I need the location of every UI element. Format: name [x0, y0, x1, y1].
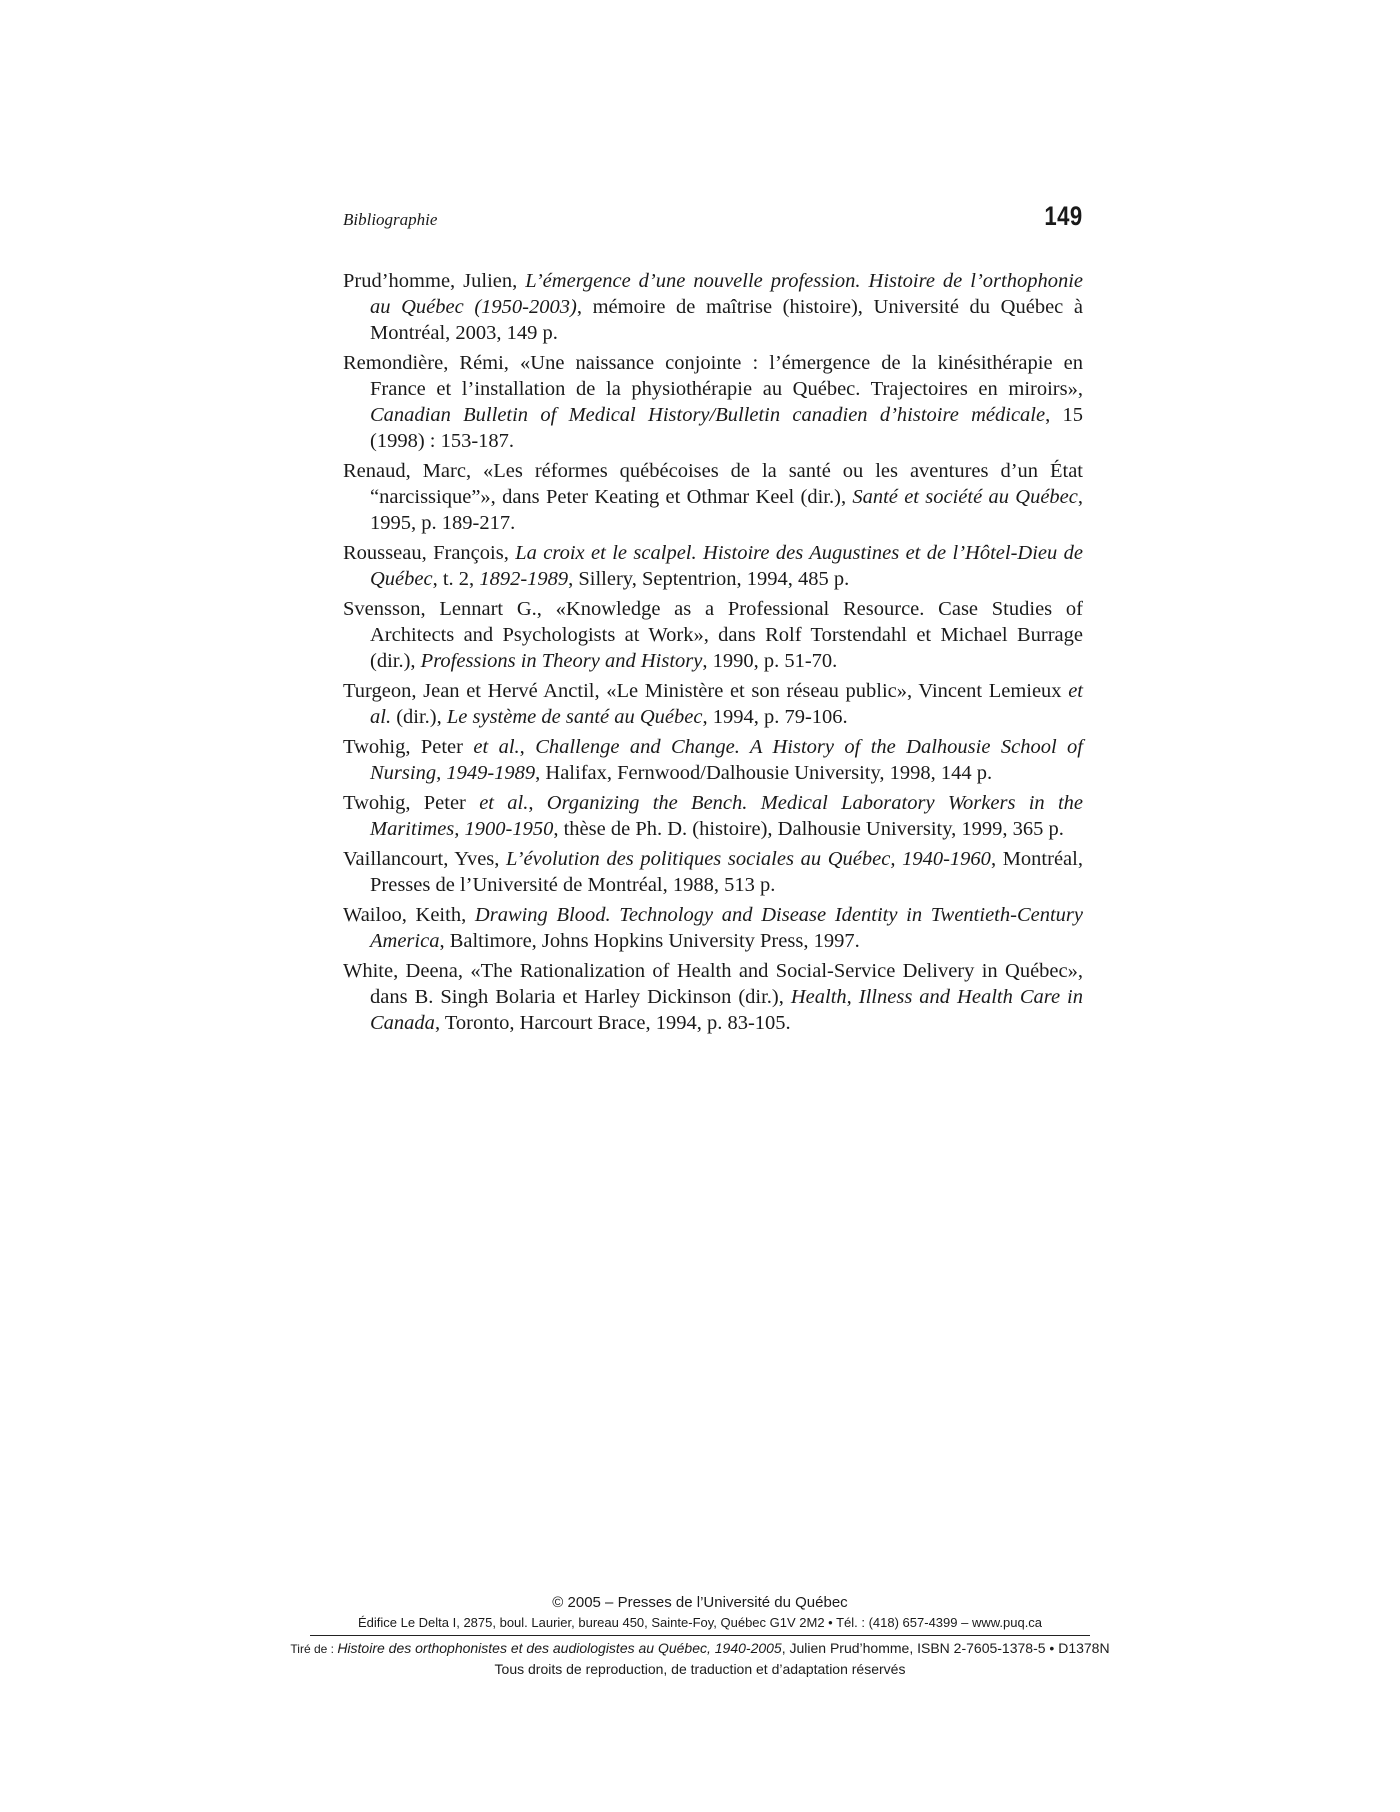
- bibliography-entry: [343, 458, 1083, 536]
- footer-rights: Tous droits de reproduction, de traduction et d’adaptation réservés: [494, 1661, 906, 1677]
- entry-title-italic: L’évolution des politiques sociales au Québec, 1940-1960: [506, 848, 991, 870]
- entry-text: , mémoire de maîtrise (histoire), Université du Québec à Montréal, 2003, 149 p.: [370, 296, 1083, 344]
- bibliography-entry: [343, 596, 1083, 674]
- entry-title-italic: L’émergence d’une nouvelle profession. Histoire de l’orthophonie au Québec (1950-2003): [370, 270, 1083, 318]
- entry-text: Turgeon, Jean et Hervé Anctil, «Le Ministère et son réseau public», Vincent Lemieux: [343, 680, 1069, 702]
- entry-text: , 1990, p. 51-70.: [702, 650, 838, 672]
- entry-text: Renaud, Marc, «Les réformes québécoises de la santé ou les aventures d’un État “narcissique”», dans Peter Keating et Othmar Keel (dir.),: [343, 460, 1083, 508]
- bibliography-entry: [343, 268, 1083, 346]
- bibliography-entry: [343, 734, 1083, 786]
- running-title: Bibliographie: [343, 210, 438, 229]
- entry-text: , 15 (1998) : 153-187.: [370, 404, 1084, 452]
- entry-title-italic: La croix et le scalpel. Histoire des Augustines et de l’Hôtel-Dieu de Québec: [370, 542, 1083, 590]
- entry-title-italic: Canadian Bulletin of Medical History/Bulletin canadien d’histoire médicale: [370, 404, 1046, 426]
- entry-text: Twohig, Peter: [343, 736, 474, 758]
- entry-text: Rousseau, François,: [343, 542, 516, 564]
- bibliography-entry: [343, 902, 1083, 954]
- entry-text: Svensson, Lennart G., «Knowledge as a Professional Resource. Case Studies of Architects and Psychologists at Work», dans Rolf Torstendahl et Michael Burrage (dir.),: [343, 598, 1083, 672]
- running-head: [343, 200, 1083, 236]
- entry-text: Twohig, Peter: [343, 792, 480, 814]
- entry-text: , 1994, p. 79-106.: [702, 706, 848, 728]
- footer-source-label: Tiré de :: [290, 1642, 338, 1656]
- entry-text: , thèse de Ph. D. (histoire), Dalhousie University, 1999, 365 p.: [553, 818, 1064, 840]
- entry-text: , Montréal, Presses de l’Université de Montréal, 1988, 513 p.: [370, 848, 1083, 896]
- entry-title-italic: Santé et société au Québec: [852, 486, 1078, 508]
- page-number: 149: [1044, 201, 1083, 231]
- entry-text: , Halifax, Fernwood/Dalhousie University, 1998, 144 p.: [535, 762, 993, 784]
- entry-text: , 1995, p. 189-217.: [370, 486, 1083, 534]
- entry-text: Wailoo, Keith,: [343, 904, 475, 926]
- entry-text: ,: [528, 792, 547, 814]
- entry-text: ,: [519, 736, 536, 758]
- entry-title-italic: Organizing the Bench. Medical Laboratory Workers in the Maritimes, 1900-1950: [370, 792, 1084, 840]
- bibliography-entry: [343, 540, 1083, 592]
- entry-title-italic: Challenge and Change. A History of the Dalhousie School of Nursing, 1949-1989: [370, 736, 1083, 784]
- footer-source-title: Histoire des orthophonistes et des audiologistes au Québec, 1940-2005: [337, 1640, 782, 1656]
- entry-text: (dir.),: [391, 706, 447, 728]
- footer-source: [0, 1640, 1400, 1656]
- bibliography-entry: [343, 678, 1083, 730]
- footer-address: Édifice Le Delta I, 2875, boul. Laurier, bureau 450, Sainte-Foy, Québec G1V 2M2 • Tél. : (418) 657-4399 – www.puq.ca: [357, 1615, 1043, 1630]
- entry-text: , Sillery, Septentrion, 1994, 485 p.: [568, 568, 850, 590]
- entry-text: Vaillancourt, Yves,: [343, 848, 507, 870]
- entry-text: , Toronto, Harcourt Brace, 1994, p. 83-105.: [434, 1012, 791, 1034]
- footer-copyright: © 2005 – Presses de l’Université du Québec: [552, 1594, 848, 1611]
- entry-title-italic: 1892-1989: [479, 568, 569, 590]
- bibliography-entry: [343, 790, 1083, 842]
- entry-text: White, Deena, «The Rationalization of Health and Social-Service Delivery in Québec», dans B. Singh Bolaria et Harley Dickinson (dir.),: [343, 960, 1083, 1008]
- entry-title-italic: et al.: [473, 736, 520, 758]
- entry-title-italic: et al.: [479, 792, 529, 814]
- entry-title-italic: Professions in Theory and History: [420, 650, 703, 672]
- footer-source-details: , Julien Prud’homme, ISBN 2-7605-1378-5 • D1378N: [781, 1640, 1110, 1656]
- entry-text: Prud’homme, Julien,: [343, 270, 526, 292]
- footer-divider: [310, 1635, 1090, 1636]
- entry-text: Remondière, Rémi, «Une naissance conjointe : l’émergence de la kinésithérapie en France et l’installation de la physiothérapie au Québec. Trajectoires en miroirs»,: [343, 352, 1083, 400]
- bibliography-entry: [343, 350, 1083, 454]
- entry-title-italic: Le système de santé au Québec: [446, 706, 703, 728]
- bibliography-entry: [343, 846, 1083, 898]
- entry-text: , Baltimore, Johns Hopkins University Press, 1997.: [439, 930, 860, 952]
- entry-title-italic: et al.: [370, 680, 1083, 728]
- bibliography-entry: [343, 958, 1083, 1036]
- entry-title-italic: Health, Illness and Health Care in Canada: [370, 986, 1083, 1034]
- entry-text: , t. 2,: [432, 568, 480, 590]
- bibliography-list: [343, 268, 1083, 1040]
- entry-title-italic: Drawing Blood. Technology and Disease Identity in Twentieth-Century America: [370, 904, 1083, 952]
